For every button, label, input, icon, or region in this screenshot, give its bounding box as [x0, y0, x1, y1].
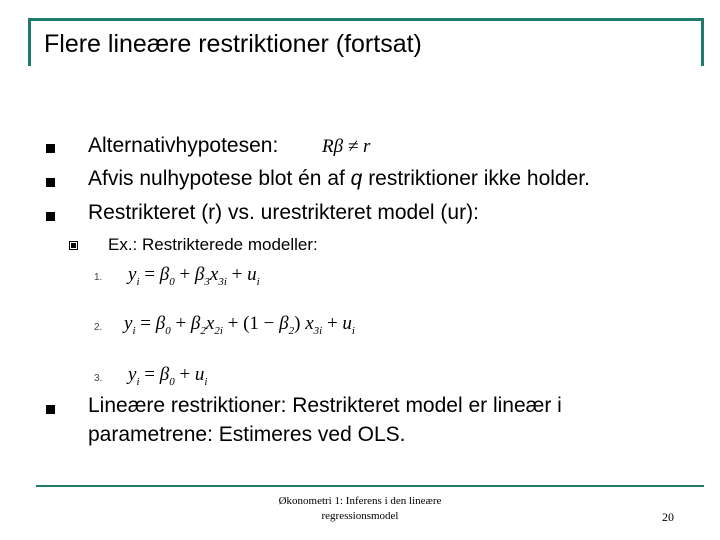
sub-bullet-text: Ex.: Restrikterede modeller:	[108, 235, 318, 254]
bullet-text: Alternativhypotesen:	[88, 134, 279, 157]
sub-bullet-marker	[69, 241, 78, 250]
footer-text	[250, 494, 470, 524]
bullet-marker	[46, 212, 55, 221]
title-left-rule	[28, 18, 31, 66]
bullet-text	[88, 167, 590, 191]
formula-2: $y_i = \beta_0 + \beta_2x_{2i} + (1 - \beta_2) x_{3i} + u_i$	[124, 313, 355, 337]
footer-rule	[36, 485, 704, 487]
bullet-marker	[46, 405, 55, 414]
bullet-marker	[46, 144, 55, 153]
hypothesis-formula: Rβ ≠ r	[322, 136, 371, 157]
list-number: 1.	[94, 272, 103, 283]
slide-title: Flere lineære restriktioner (fortsat)	[44, 30, 422, 58]
footer-line-1: Økonometri 1: Inferens i den lineære	[278, 495, 442, 507]
list-number: 2.	[94, 322, 103, 333]
bullet-text: Restrikteret (r) vs. urestrikteret model (ur):	[88, 201, 479, 224]
page-number: 20	[662, 510, 674, 524]
bullet-marker	[46, 178, 55, 187]
footer-line-2: regressionsmodel	[321, 510, 399, 522]
bullet-text-part: restriktioner ikke holder.	[362, 167, 590, 190]
title-right-rule	[701, 18, 704, 66]
formula-3: $y_i = \beta_0 + u_i$	[128, 364, 208, 388]
bullet-text-part: Afvis nulhypotese blot én af	[88, 167, 351, 190]
formula-1: $y_i = \beta_0 + \beta_3x_{3i} + u_i$	[128, 264, 260, 288]
title-top-rule	[28, 18, 704, 21]
bullet-text-italic: q	[350, 167, 363, 190]
bullet-text-continued: parametrene: Estimeres ved OLS.	[88, 423, 406, 446]
bullet-text: Lineære restriktioner: Restrikteret model er lineær i	[88, 394, 562, 417]
list-number: 3.	[94, 373, 103, 384]
